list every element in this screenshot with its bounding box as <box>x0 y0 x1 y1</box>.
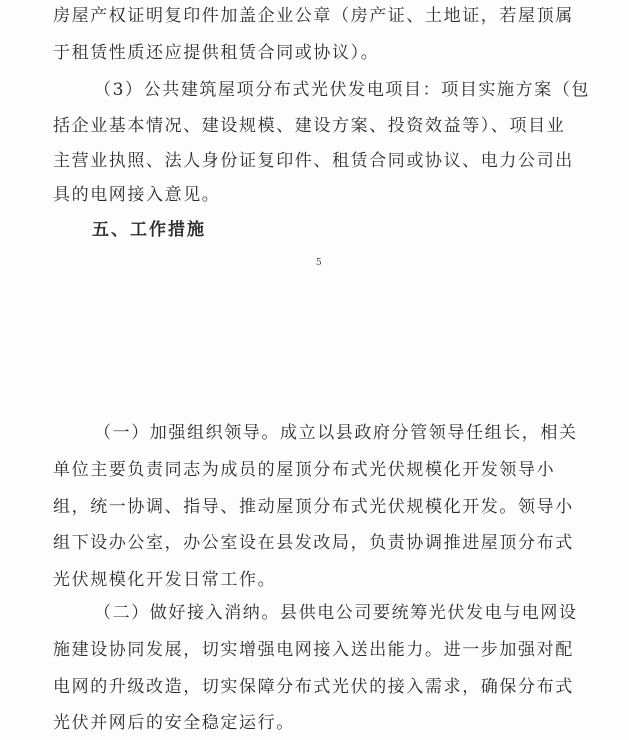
text-line: 房屋产权证明复印件加盖企业公章（房产证、土地证，若屋顶属 <box>53 6 574 26</box>
section-heading: 五、工作措施 <box>92 220 206 240</box>
text-line: （3）公共建筑屋项分布式光伏发电项目：项目实施方案（包 <box>94 80 591 100</box>
text-line: 主营业执照、法人身份证复印件、租赁合同或协议、电力公司出 <box>53 151 574 171</box>
text-line: 具的电网接入意见。 <box>53 185 221 205</box>
text-line: 光伏规模化开发日常工作。 <box>53 570 277 590</box>
text-line: 于租赁性质还应提供租赁合同或协议）。 <box>53 43 380 63</box>
text-line: 光伏并网后的安全稳定运行。 <box>53 713 295 733</box>
text-line: 组下设办公室，办公室设在县发改局，负责协调推进屋顶分布式 <box>53 533 574 553</box>
text-line: （二）做好接入消纳。县供电公司要统筹光伏发电与电网设 <box>94 603 578 623</box>
text-line: 组，统一协调、指导、推动屋顶分布式光伏规模化开发。领导小 <box>53 497 574 517</box>
page-number: 5 <box>316 258 322 268</box>
text-line: （一）加强组织领导。成立以县政府分管领导任组长，相关 <box>94 423 578 443</box>
text-line: 单位主要负责同志为成员的屋顶分布式光伏规模化开发领导小 <box>53 460 556 480</box>
text-line: 括企业基本情况、建设规模、建设方案、投资效益等）、项目业 <box>53 116 566 136</box>
text-line: 电网的升级改造，切实保障分布式光伏的接入需求，确保分布式 <box>53 677 574 697</box>
text-line: 施建设协同发展，切实增强电网接入送出能力。进一步加强对配 <box>53 640 574 660</box>
